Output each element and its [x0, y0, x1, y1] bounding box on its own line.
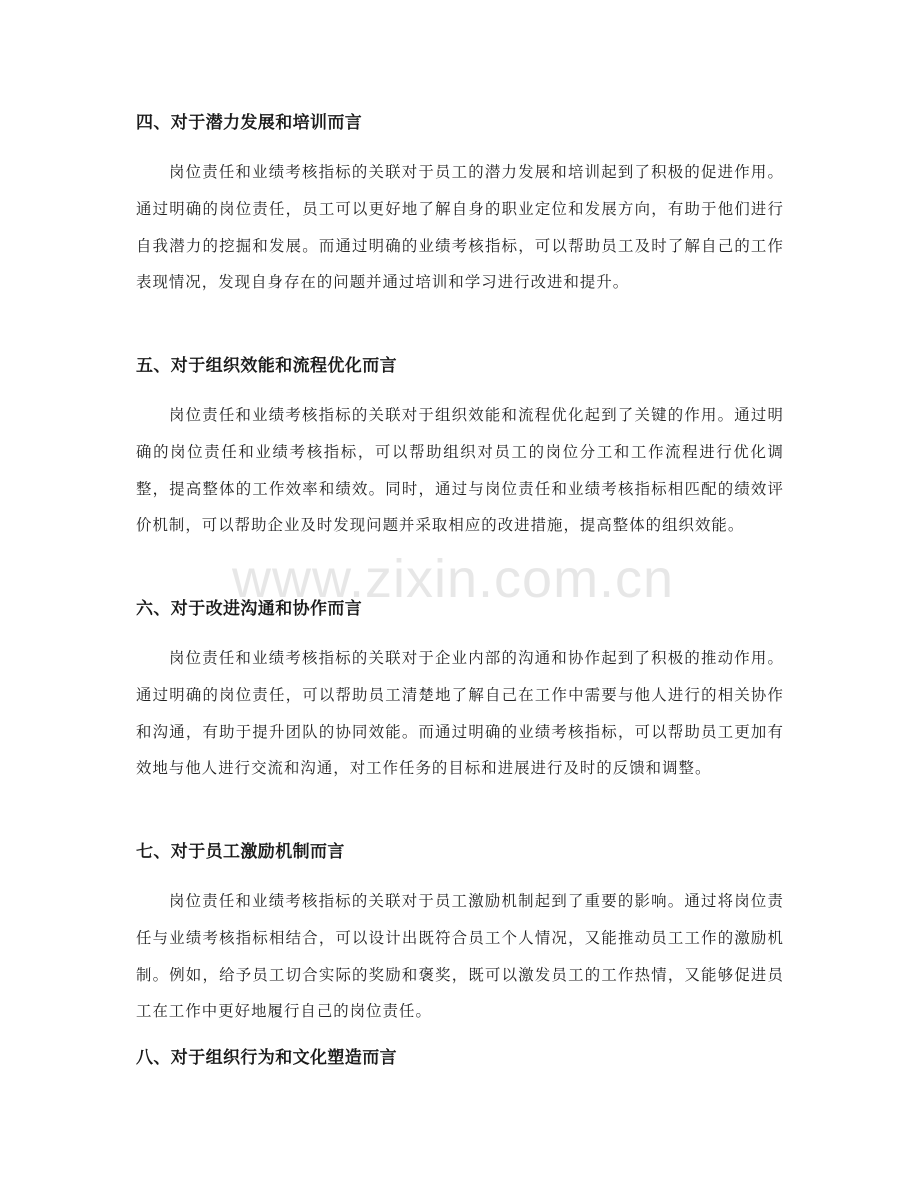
- section-heading-8: 八、对于组织行为和文化塑造而言: [136, 1048, 397, 1068]
- section-body-5: 岗位责任和业绩考核指标的关联对于组织效能和流程优化起到了关键的作用。通过明确的岗位责任和业绩考核指标，可以帮助组织对员工的岗位分工和工作流程进行优化调整，提高整体的工作效率和绩效。同时，通过与岗位责任和业绩考核指标相匹配的绩效评价机制，可以帮助企业及时发现问题并采取相应的改进措施，提高整体的组织效能。: [136, 406, 784, 535]
- section-heading-4: 四、对于潜力发展和培训而言: [136, 113, 363, 133]
- section-body-7: 岗位责任和业绩考核指标的关联对于员工激励机制起到了重要的影响。通过将岗位责任与业绩考核指标相结合，可以设计出既符合员工个人情况，又能推动员工工作的激励机制。例如，给予员工切合实际的奖励和褒奖，既可以激发员工的工作热情，又能够促进员工在工作中更好地履行自己的岗位责任。: [136, 892, 784, 1021]
- section-heading-6: 六、对于改进沟通和协作而言: [136, 599, 363, 619]
- section-body-4: 岗位责任和业绩考核指标的关联对于员工的潜力发展和培训起到了积极的促进作用。通过明确的岗位责任，员工可以更好地了解自身的职业定位和发展方向，有助于他们进行自我潜力的挖掘和发展。而通过明确的业绩考核指标，可以帮助员工及时了解自己的工作表现情况，发现自身存在的问题并通过培训和学习进行改进和提升。: [136, 163, 784, 292]
- section-heading-5: 五、对于组织效能和流程优化而言: [136, 356, 397, 376]
- watermark: www.zixin.com.cn: [232, 549, 675, 609]
- section-heading-7: 七、对于员工激励机制而言: [136, 842, 345, 862]
- section-body-6: 岗位责任和业绩考核指标的关联对于企业内部的沟通和协作起到了积极的推动作用。通过明确的岗位责任，可以帮助员工清楚地了解自己在工作中需要与他人进行的相关协作和沟通，有助于提升团队的协同效能。而通过明确的业绩考核指标，可以帮助员工更加有效地与他人进行交流和沟通，对工作任务的目标和进展进行及时的反馈和调整。: [136, 649, 784, 778]
